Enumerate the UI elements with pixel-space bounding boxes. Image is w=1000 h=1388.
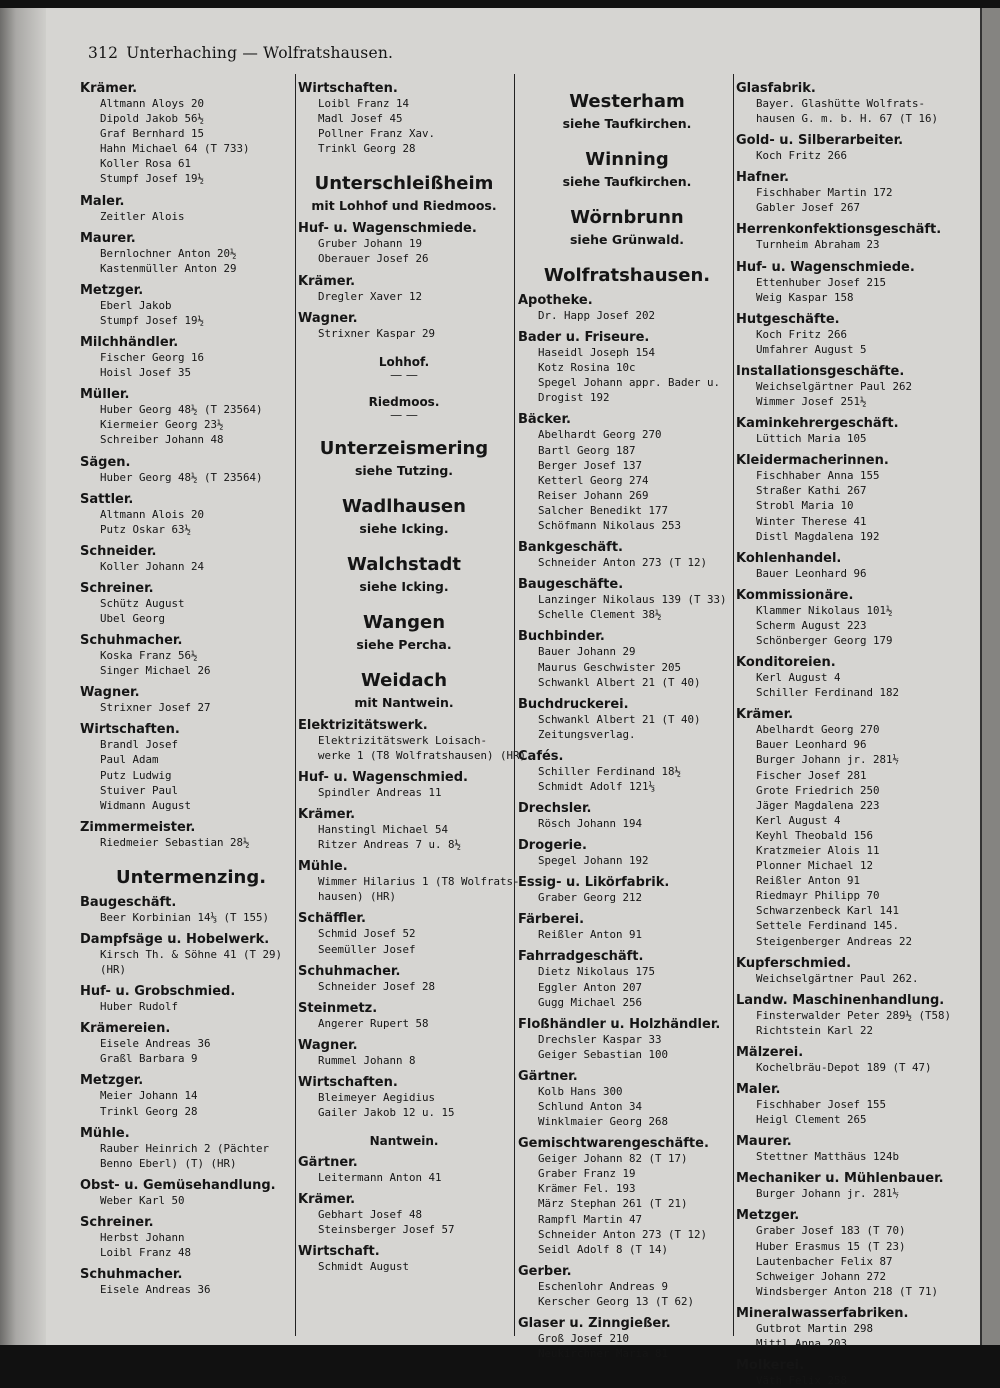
category-heading: Baugeschäfte.	[518, 577, 624, 593]
directory-entry: hausen G. m. b. H. 67 (T 16)	[756, 112, 939, 126]
category-heading: Metzger.	[80, 282, 144, 298]
directory-entry: Kratzmeier Alois 11	[756, 844, 880, 857]
place-title: Walchstadt	[347, 553, 461, 575]
category-heading: Mühle.	[80, 1125, 130, 1141]
directory-entry: Neukirchner Maria 81	[538, 1347, 669, 1361]
directory-entry: Salcher Benedikt 177	[538, 503, 669, 517]
directory-entry: Plonner Michael 12	[756, 859, 874, 873]
directory-entry: Kerl August 4	[756, 813, 841, 827]
directory-entry: Bauer Leonhard 96	[756, 566, 867, 580]
category-heading: Gärtner.	[518, 1068, 578, 1084]
directory-entry: Straßer Kathi 267	[756, 484, 867, 498]
column-3	[518, 74, 736, 1361]
category-heading: Wirtschaften.	[298, 1074, 398, 1090]
directory-entry: Umfahrer August 5	[756, 342, 867, 356]
category-heading: Cafés.	[518, 748, 564, 764]
directory-entry: Trinkl Georg 28	[100, 1104, 198, 1118]
directory-entry: Koska Franz 56½	[100, 649, 198, 663]
directory-entry: Berger Josef 137	[538, 458, 643, 472]
category-heading: Kommissionäre.	[736, 587, 854, 603]
directory-entry: Schneider Anton 273 (T 12)	[538, 556, 708, 570]
category-heading: Mechaniker u. Mühlenbauer.	[736, 1171, 944, 1187]
directory-entry: Winklmaier Georg 268	[538, 1115, 669, 1129]
category-heading: Bader u. Friseure.	[518, 330, 650, 346]
directory-entry: März Stephan 261 (T 21)	[538, 1197, 688, 1211]
directory-entry: Madl Josef 45	[318, 112, 403, 126]
directory-entry: Ketterl Georg 274	[538, 473, 649, 487]
category-heading: Krämer.	[298, 1192, 356, 1208]
directory-entry: Reißler Anton 91	[756, 874, 861, 888]
directory-entry: Paul Adam	[100, 753, 159, 767]
category-heading: Maler.	[736, 1082, 781, 1098]
directory-entry: Strobl Maria 10	[756, 499, 854, 513]
directory-entry: Bauer Leonhard 96	[756, 738, 867, 752]
category-heading: Gemischtwarengeschäfte.	[518, 1136, 709, 1152]
directory-entry: Finsterwalder Peter 289½ (T58)	[756, 1008, 952, 1022]
directory-entry: Rampfl Martin 47	[538, 1212, 643, 1226]
directory-entry: Beer Korbinian 14⅓ (T 155)	[100, 910, 270, 924]
directory-entry: Huber Erasmus 15 (T 23)	[756, 1239, 906, 1253]
directory-entry: Reißler Anton 91	[538, 928, 643, 942]
directory-entry: Gruber Johann 19	[318, 237, 423, 251]
directory-entry: hausen) (HR)	[318, 890, 397, 904]
directory-entry: Benno Eberl) (T) (HR)	[100, 1156, 237, 1170]
category-heading: Sägen.	[80, 454, 131, 470]
directory-entry: Scherm August 223	[756, 618, 867, 632]
directory-entry: Graber Georg 212	[538, 891, 643, 905]
category-heading: Hafner.	[736, 170, 789, 186]
directory-entry: Gailer Jakob 12 u. 15	[318, 1105, 455, 1119]
directory-entry: Spindler Andreas 11	[318, 785, 442, 799]
directory-entry: werke 1 (T8 Wolfratshausen) (HR)	[318, 748, 527, 762]
directory-entry: Rösch Johann 194	[538, 817, 643, 831]
directory-entry: Jäger Magdalena 223	[756, 798, 880, 812]
place-subtitle: siehe Icking.	[359, 520, 449, 536]
directory-entry: Stuiver Paul	[100, 783, 179, 797]
directory-entry: Schmid Josef 52	[318, 927, 416, 941]
category-heading: Baugeschäft.	[80, 894, 177, 910]
directory-entry: Schiller Ferdinand 182	[756, 686, 900, 700]
next-page-edge	[980, 8, 1000, 1345]
directory-entry: Settele Ferdinand 145.	[756, 919, 900, 933]
category-heading: Drogerie.	[518, 838, 587, 854]
directory-entry: Wimmer Josef 251½	[756, 395, 867, 409]
category-heading: Landw. Maschinenhandlung.	[736, 992, 945, 1008]
directory-entry: Turnheim Abraham 23	[756, 238, 880, 252]
category-heading: Gerber.	[518, 1263, 572, 1279]
category-heading: Gärtner.	[298, 1155, 358, 1171]
directory-entry: Schönberger Georg 179	[756, 633, 893, 647]
category-heading: Kaminkehrergeschäft.	[736, 416, 899, 432]
category-heading: Krämer.	[298, 807, 356, 823]
directory-entry: Maurus Geschwister 205	[538, 660, 682, 674]
directory-entry: Eisele Andreas 36	[100, 1037, 211, 1051]
directory-entry: Abelhardt Georg 270	[756, 723, 880, 737]
category-heading: Floßhändler u. Holzhändler.	[518, 1016, 721, 1032]
directory-entry: Kastenmüller Anton 29	[100, 261, 237, 275]
page-header	[88, 44, 401, 62]
category-heading: Buchbinder.	[518, 629, 605, 645]
category-heading: Müller.	[80, 387, 130, 403]
directory-entry: Loibl Franz 48	[100, 1246, 192, 1260]
directory-entry: Hanstingl Michael 54	[318, 823, 449, 837]
category-heading: Metzger.	[736, 1208, 800, 1224]
directory-entry: Koller Johann 24	[100, 559, 205, 573]
category-heading: Mühle.	[298, 859, 348, 875]
directory-entry: Gugg Michael 256	[538, 995, 643, 1009]
category-heading: Bankgeschäft.	[518, 540, 623, 556]
category-heading: Hutgeschäfte.	[736, 311, 840, 327]
directory-entry: Strixner Kaspar 29	[318, 326, 436, 340]
category-heading: Fahrradgeschäft.	[518, 949, 644, 965]
directory-entry: Windsberger Anton 218 (T 71)	[756, 1284, 939, 1298]
category-heading: Huf- u. Wagenschmied.	[298, 769, 468, 785]
directory-entry: Keyhl Theobald 156	[756, 828, 874, 842]
place-title: Unterschleißheim	[314, 173, 494, 195]
category-heading: Elektrizitätswerk.	[298, 717, 428, 733]
place-subtitle: siehe Taufkirchen.	[562, 116, 692, 131]
directory-entry: Schwarzenbeck Karl 141	[756, 904, 900, 918]
directory-entry: Heigl Clement 265	[756, 1113, 867, 1127]
column-rule	[514, 74, 515, 1336]
directory-entry: Putz Oskar 63½	[100, 522, 192, 536]
category-heading: Steinmetz.	[298, 1000, 378, 1016]
directory-entry: Rummel Johann 8	[318, 1053, 416, 1067]
directory-entry: Ettenhuber Josef 215	[756, 275, 887, 289]
directory-entry: Graßl Barbara 9	[100, 1052, 198, 1066]
directory-entry: Schweiger Johann 272	[756, 1269, 887, 1283]
directory-entry: Leitermann Anton 41	[318, 1171, 442, 1185]
directory-entry: Singer Michael 26	[100, 664, 211, 678]
category-heading: Schreiner.	[80, 1214, 154, 1230]
column-2	[298, 74, 527, 1274]
category-heading: Krämer.	[80, 81, 138, 96]
directory-entry: Huber Georg 48½ (T 23564)	[100, 470, 263, 484]
place-title: Wadlhausen	[342, 495, 466, 517]
directory-entry: Gabler Josef 267	[756, 201, 861, 215]
directory-entry: Lanzinger Nikolaus 139 (T 33)	[538, 593, 727, 607]
category-heading: Wirtschaften.	[80, 722, 180, 738]
directory-entry: Burger Johann jr. 281⅐	[756, 753, 900, 767]
separator-dashes: — —	[390, 407, 418, 422]
category-heading: Obst- u. Gemüsehandlung.	[80, 1177, 276, 1193]
directory-entry: Kotz Rosina 10c	[538, 361, 636, 375]
directory-entry: Oberauer Josef 26	[318, 252, 429, 266]
directory-entry: Fischhaber Anna 155	[756, 469, 880, 483]
column-4	[736, 74, 958, 1388]
directory-entry: Bauer Johann 29	[538, 645, 636, 659]
directory-entry: Loibl Franz 14	[318, 97, 410, 110]
directory-entry: Schelle Clement 38½	[538, 608, 662, 622]
directory-entry: Kochelbräu-Depot 189 (T 47)	[756, 1060, 932, 1074]
directory-entry: Mittl Anna 203	[756, 1336, 848, 1350]
directory-entry: Widmann August	[100, 798, 192, 812]
separator-dashes: — —	[390, 367, 418, 382]
directory-entry: Hahn Michael 64 (T 733)	[100, 142, 250, 156]
category-heading: Huf- u. Grobschmied.	[80, 984, 236, 1000]
directory-entry: Schmidt Adolf 121⅓	[538, 779, 656, 793]
place-title: Untermenzing.	[115, 866, 267, 888]
category-heading: Molkerei.	[736, 1358, 805, 1374]
directory-entry: Groß Josef 210	[538, 1332, 630, 1346]
category-heading: Huf- u. Wagenschmiede.	[736, 259, 915, 275]
category-heading: Metzger.	[80, 1073, 144, 1089]
place-subtitle: siehe Tutzing.	[354, 462, 454, 478]
directory-entry: Schöfmann Nikolaus 253	[538, 519, 682, 533]
directory-entry: Fischhaber Martin 172	[756, 186, 893, 200]
directory-entry: Bernlochner Anton 20½	[100, 246, 237, 260]
directory-entry: Dr. Happ Josef 202	[538, 309, 656, 322]
directory-entry: Altmann Alois 20	[100, 507, 205, 521]
category-heading: Kohlenhandel.	[736, 550, 842, 566]
directory-entry: Angerer Rupert 58	[318, 1016, 429, 1030]
directory-entry: Drogist 192	[538, 391, 610, 405]
locality-heading: Riedmoos.	[368, 394, 440, 409]
directory-entry: Altmann Aloys 20	[100, 97, 205, 110]
directory-entry: Winter Therese 41	[756, 514, 867, 528]
directory-entry: Graber Franz 19	[538, 1167, 636, 1181]
category-heading: Gold- u. Silberarbeiter.	[736, 133, 904, 149]
category-heading: Konditoreien.	[736, 655, 836, 671]
category-heading: Kupferschmied.	[736, 955, 852, 971]
running-title: Unterhaching — Wolfratshausen.	[126, 44, 394, 62]
directory-entry: Trinkl Georg 28	[318, 142, 416, 156]
directory-entry: Dregler Xaver 12	[318, 289, 423, 303]
place-title: Weidach	[360, 669, 448, 691]
category-heading: Buchdruckerei.	[518, 696, 629, 712]
directory-entry: Pollner Franz Xav.	[318, 127, 436, 141]
category-heading: Glasfabrik.	[736, 81, 816, 96]
category-heading: Wagner.	[298, 1037, 358, 1053]
category-heading: Huf- u. Wagenschmiede.	[298, 221, 477, 237]
category-heading: Wirtschaften.	[298, 81, 398, 96]
directory-entry: Ritzer Andreas 7 u. 8½	[318, 838, 462, 852]
category-heading: Apotheke.	[518, 293, 593, 308]
directory-entry: Ubel Georg	[100, 611, 166, 625]
category-heading: Sattler.	[80, 491, 134, 507]
place-subtitle: siehe Percha.	[356, 636, 452, 652]
category-heading: Milchhändler.	[80, 335, 179, 351]
directory-entry: Spegel Johann 192	[538, 854, 649, 868]
category-heading: Schäffler.	[298, 911, 366, 927]
category-heading: Schreiner.	[80, 580, 154, 596]
directory-entry: Elektrizitätswerk Loisach-	[318, 733, 488, 747]
directory-entry: Schneider Anton 273 (T 12)	[538, 1227, 708, 1241]
directory-entry: Dipold Jakob 56½	[100, 112, 205, 126]
directory-entry: Koller Rosa 61	[100, 157, 192, 171]
category-heading: Zimmermeister.	[80, 819, 196, 835]
directory-entry: Schütz August	[100, 596, 185, 610]
category-heading: Schneider.	[80, 543, 157, 559]
directory-entry: Reiser Johann 269	[538, 488, 649, 502]
directory-entry: Abelhardt Georg 270	[538, 428, 662, 442]
directory-entry: Koch Fritz 266	[756, 149, 848, 163]
directory-entry: Grote Friedrich 250	[756, 783, 880, 797]
locality-heading: Nantwein.	[369, 1134, 439, 1149]
directory-entry: Kerscher Georg 13 (T 62)	[538, 1294, 695, 1308]
category-heading: Wagner.	[298, 310, 358, 326]
category-heading: Schuhmacher.	[298, 963, 401, 979]
place-subtitle: mit Nantwein.	[354, 694, 454, 710]
directory-entry: Bayer. Glashütte Wolfrats-	[756, 97, 926, 110]
directory-entry: Schlund Anton 34	[538, 1100, 643, 1113]
directory-entry: Richtstein Karl 22	[756, 1023, 874, 1037]
directory-entry: Steigenberger Andreas 22	[756, 934, 913, 948]
category-heading: Dampfsäge u. Hobelwerk.	[80, 932, 270, 947]
directory-entry: Gebhart Josef 48	[318, 1208, 423, 1222]
directory-entry: Dietz Nikolaus 175	[538, 965, 656, 979]
directory-entry: Weichselgärtner Paul 262.	[756, 971, 919, 985]
category-heading: Mineralwasserfabriken.	[736, 1305, 909, 1321]
category-heading: Herrenkonfektionsgeschäft.	[736, 222, 942, 238]
directory-entry: Klammer Nikolaus 101½	[756, 603, 893, 617]
directory-entry: Weig Kaspar 158	[756, 290, 854, 304]
directory-entry: (HR)	[100, 963, 127, 977]
directory-entry: Bleimeyer Aegidius	[318, 1090, 436, 1104]
directory-entry: Wimmer Hilarius 1 (T8 Wolfrats-	[318, 875, 520, 889]
place-subtitle: siehe Taufkirchen.	[562, 174, 692, 189]
column-1	[80, 74, 302, 1297]
category-heading: Kleidermacherinnen.	[736, 453, 889, 469]
directory-entry: Eberl Jakob	[100, 298, 172, 312]
category-heading: Wirtschaft.	[298, 1244, 380, 1260]
directory-entry: Graf Bernhard 15	[100, 127, 205, 141]
directory-entry: Riedmeier Sebastian 28½	[100, 835, 250, 849]
directory-entry: Zeitler Alois	[100, 209, 185, 223]
category-heading: Krämer.	[298, 273, 356, 289]
directory-entry: Herbst Johann	[100, 1230, 185, 1244]
category-heading: Installationsgeschäfte.	[736, 363, 905, 379]
directory-entry: Haseidl Joseph 154	[538, 346, 656, 360]
directory-entry: Strixner Josef 27	[100, 701, 211, 715]
directory-entry: Stumpf Josef 19½	[100, 172, 205, 186]
directory-entry: Kolb Hans 300	[538, 1084, 623, 1098]
directory-entry: Spegel Johann appr. Bader u.	[538, 376, 721, 390]
category-heading: Färberei.	[518, 912, 585, 928]
directory-entry: Steinsberger Josef 57	[318, 1223, 455, 1237]
category-heading: Schuhmacher.	[80, 1267, 183, 1283]
page-number: 312	[88, 44, 119, 62]
category-heading: Glaser u. Zinngießer.	[518, 1316, 671, 1332]
directory-entry: Schneider Josef 28	[318, 979, 436, 993]
directory-entry: Stumpf Josef 19½	[100, 313, 205, 327]
directory-entry: Kirsch Th. & Söhne 41 (T 29)	[100, 948, 283, 961]
directory-entry: Gutbrot Martin 298	[756, 1321, 874, 1335]
directory-entry: Schreiber Johann 48	[100, 433, 224, 447]
locality-heading: Lohhof.	[378, 354, 430, 369]
directory-entry: Stettner Matthäus 124b	[756, 1150, 900, 1164]
directory-entry: Drechsler Kaspar 33	[538, 1032, 662, 1046]
directory-entry: Weichselgärtner Paul 262	[756, 379, 913, 393]
directory-entry: Krämer Fel. 193	[538, 1182, 636, 1196]
directory-entry: Hoisl Josef 35	[100, 366, 192, 380]
directory-entry: Fischer Georg 16	[100, 351, 205, 365]
category-heading: Maurer.	[736, 1134, 792, 1150]
category-heading: Maler.	[80, 193, 125, 209]
directory-entry: Schiller Ferdinand 18½	[538, 764, 682, 778]
directory-entry: Geiger Johann 82 (T 17)	[538, 1152, 688, 1166]
directory-entry: Graber Josef 183 (T 70)	[756, 1224, 906, 1238]
directory-entry: Schmidt August	[318, 1260, 410, 1274]
directory-entry: Riedmayr Philipp 70	[756, 889, 880, 903]
directory-entry: Burger Johann jr. 281⅐	[756, 1187, 900, 1201]
category-heading: Drechsler.	[518, 801, 592, 817]
directory-entry: Rauber Heinrich 2 (Pächter	[100, 1141, 270, 1155]
directory-entry: Schwankl Albert 21 (T 40)	[538, 675, 701, 689]
category-heading: Krämer.	[736, 707, 794, 723]
category-heading: Maurer.	[80, 230, 136, 246]
category-heading: Krämereien.	[80, 1021, 171, 1037]
directory-entry: Lautenbacher Felix 87	[756, 1254, 893, 1268]
place-title: Wolfratshausen.	[543, 265, 711, 286]
directory-entry: Seidl Adolf 8 (T 14)	[538, 1242, 669, 1256]
directory-entry: Eggler Anton 207	[538, 980, 643, 994]
directory-entry: Putz Ludwig	[100, 768, 172, 782]
directory-entry: Eschenlohr Andreas 9	[538, 1279, 669, 1293]
directory-entry: Lüttich Maria 105	[756, 432, 867, 446]
directory-entry: Huber Rudolf	[100, 1000, 179, 1014]
directory-entry: Seemüller Josef	[318, 942, 416, 956]
directory-entry: Brandl Josef	[100, 738, 179, 752]
directory-entry: Fischhaber Josef 155	[756, 1098, 887, 1112]
directory-entry: Eisele Andreas 36	[100, 1283, 211, 1297]
place-title: Wörnbrunn	[570, 207, 684, 228]
directory-entry: Kerl August 4	[756, 671, 841, 685]
directory-entry: Kiermeier Georg 23½	[100, 418, 224, 432]
category-heading: Wagner.	[80, 685, 140, 701]
directory-entry: Fischer Josef 281	[756, 768, 867, 782]
place-subtitle: siehe Grünwald.	[569, 232, 685, 247]
category-heading: Essig- u. Likörfabrik.	[518, 875, 670, 891]
directory-entry: Schwankl Albert 21 (T 40)	[538, 712, 701, 726]
place-title: Unterzeismering	[319, 437, 489, 459]
place-title: Winning	[585, 149, 669, 170]
directory-entry: Väth Felix 258	[756, 1374, 848, 1388]
place-title: Westerham	[569, 91, 685, 112]
directory-entry: Koch Fritz 266	[756, 327, 848, 341]
place-title: Wangen	[362, 611, 446, 633]
directory-entry: Weber Karl 50	[100, 1193, 185, 1207]
directory-page	[0, 8, 980, 1388]
directory-entry: Geiger Sebastian 100	[538, 1047, 669, 1061]
directory-entry: Huber Georg 48½ (T 23564)	[100, 403, 263, 417]
category-heading: Schuhmacher.	[80, 633, 183, 649]
place-subtitle: siehe Icking.	[359, 578, 449, 594]
directory-entry: Bartl Georg 187	[538, 443, 636, 457]
directory-entry: Zeitungsverlag.	[538, 727, 636, 741]
category-heading: Bäcker.	[518, 412, 571, 428]
place-subtitle: mit Lohhof und Riedmoos.	[311, 198, 497, 214]
directory-entry: Distl Magdalena 192	[756, 529, 880, 543]
directory-entry: Meier Johann 14	[100, 1089, 198, 1103]
category-heading: Mälzerei.	[736, 1044, 804, 1060]
